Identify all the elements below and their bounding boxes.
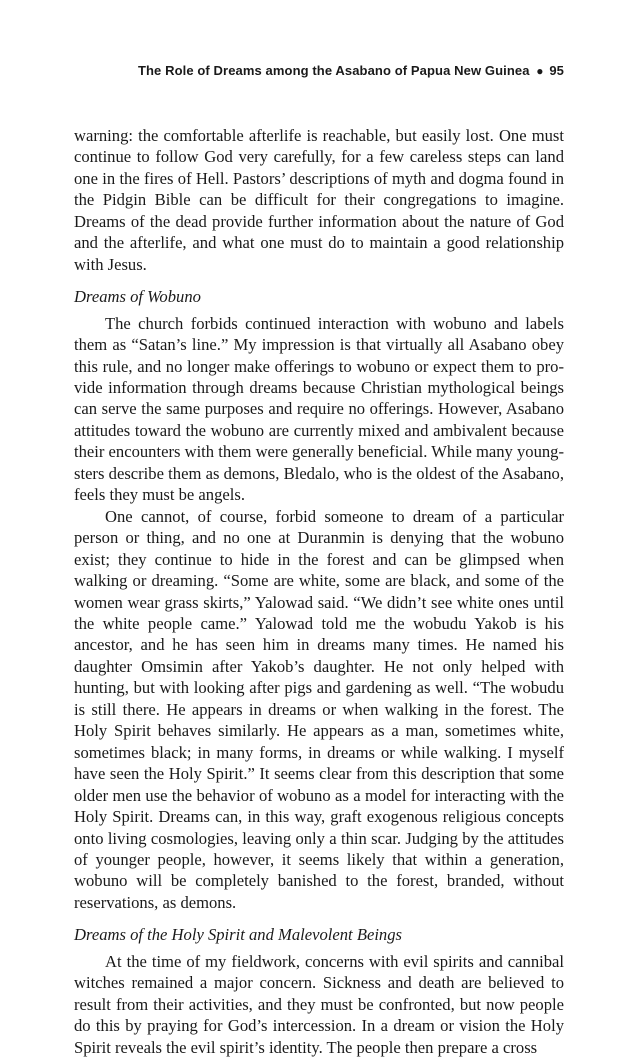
paragraph-3: One cannot, of course, forbid someone to dream of a particular person or thing, and no one at Duranmin is denying that the wobuno exist; they continue to hide in the forest and can be glimpsed when walking or dreaming. “Some are white, some are black, and some of the women wear grass skirts,” Yalowad said. “We didn’t see white ones until the white people came.” Yalowad told me the wobudu Yakob is his ancestor, and he has seen him in dreams many times. He named his daughter Omsimin after Yakob’s daughter. He not only helped with hunting, but with looking after pigs and gardening as well. “The wobudu is still there. He appears in dreams or when walking in the forest. The Holy Spirit behaves similarly. He appears as a man, sometimes white, sometimes black; in many forms, in dreams or while walking. I myself have seen the Holy Spirit.” It seems clear from this description that some older men use the behavior of wobuno as a model for interacting with the Holy Spirit. Dreams can, in this way, graft exogenous religious concepts onto living cosmologies, leaving only a thin scar. Judging by the attitudes of younger people, however, it seems likely that within a generation, wobuno will be completely banished to the forest, branded, without reservations, as demons. — [74, 506, 564, 912]
running-head — [74, 63, 564, 78]
book-page — [74, 0, 564, 1057]
running-head-title: The Role of Dreams among the Asabano of Papua New Guinea — [137, 63, 530, 78]
paragraph-1: warning: the comfortable afterlife is reachable, but easily lost. One must continue to follow God very carefully, for a few careless steps can land one in the fires of Hell. Pastors’ descriptions of myth and dogma found in the Pidgin Bible can be difficult for their congregations to imagine. Dreams of the dead provide further information about the nature of God and the afterlife, and what one must do to maintain a good relationship with Jesus. — [74, 126, 564, 274]
section-heading-holy-spirit: Dreams of the Holy Spirit and Malevolent Beings — [74, 925, 402, 945]
paragraph-2: The church forbids continued interaction with wobuno and labels them as “Satan’s line.” My impression is that virtually all Asabano obey this rule, and no longer make offerings to wobuno or expect them to provide information through dreams because Christian mythological beings can serve the same purposes and require no offerings. However, Asabano attitudes toward the wobuno are currently mixed and ambivalent because their encounters with them were generally beneficial. While many youngsters describe them as demons, Bledalo, who is the oldest of the Asabano, feels they must be angels. — [74, 313, 564, 505]
section-heading-wobuno: Dreams of Wobuno — [74, 287, 201, 307]
bullet-icon: ● — [536, 64, 544, 78]
paragraph-4: At the time of my fieldwork, concerns with evil spirits and cannibal witches remained a major concern. Sickness and death are believed to result from their activities, and they must be confronted, but now people do this by praying for God’s intercession. In a dream or vision the Holy Spirit reveals the evil spirit’s identity. The people then prepare a cross — [74, 951, 564, 1057]
page-number: 95 — [549, 63, 564, 78]
body-text — [74, 125, 564, 1058]
